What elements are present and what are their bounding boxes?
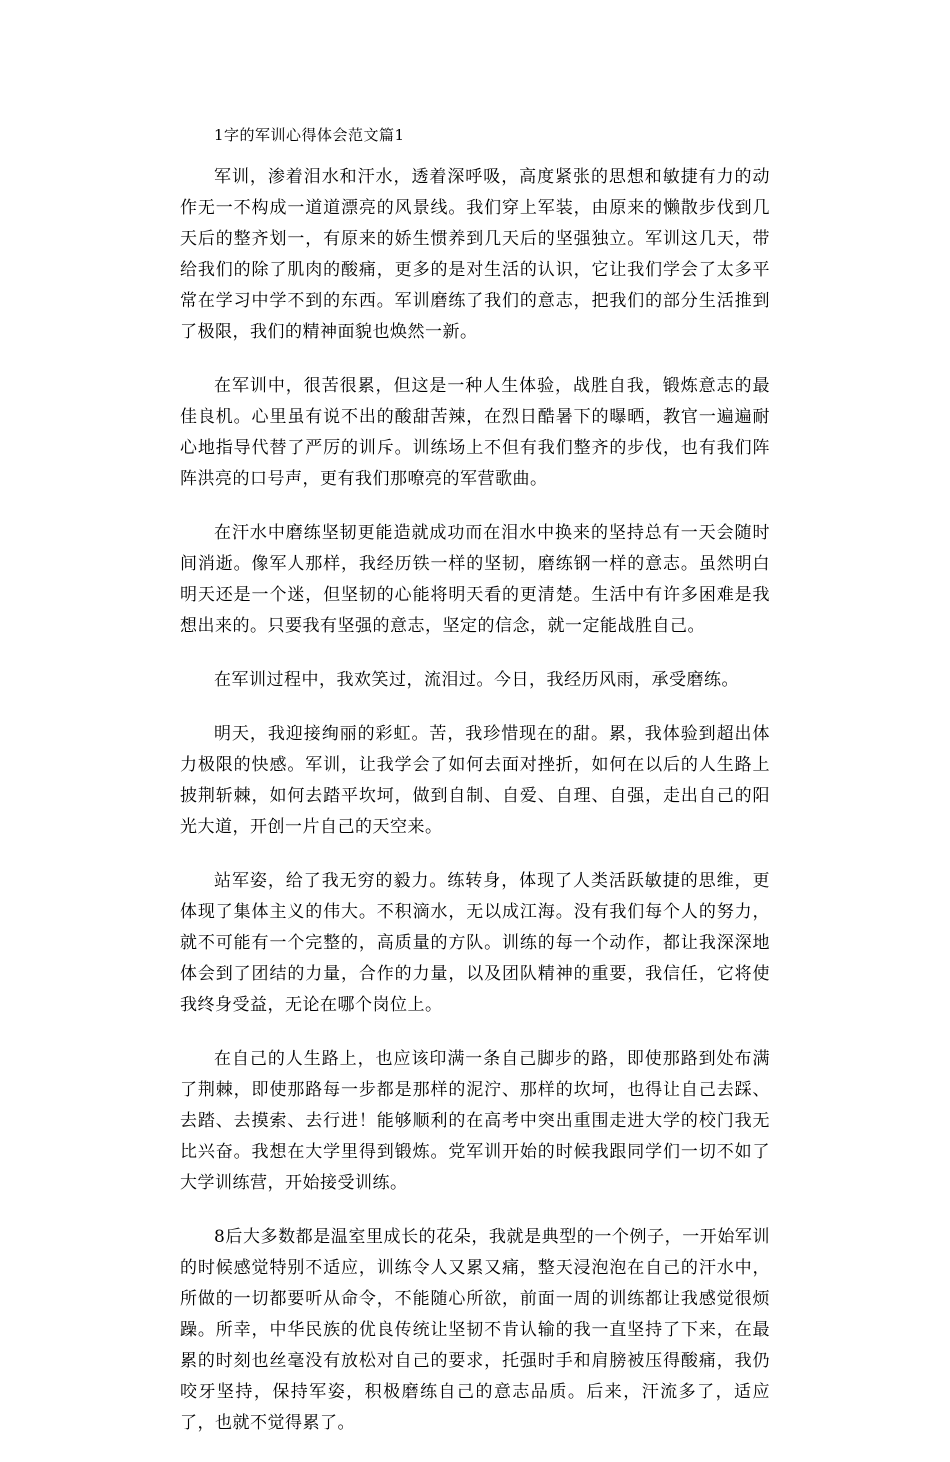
paragraph-4: 在军训过程中，我欢笑过，流泪过。今日，我经历风雨，承受磨练。 bbox=[214, 670, 739, 690]
paragraph-6: 站军姿，给了我无穷的毅力。练转身，体现了人类活跃敏捷的思维，更体现了集体主义的伟大。不积滴水，无以成江海。没有我们每个人的努力，就不可能有一个完整的，高质量的方队。训练的每一个动作，都让我深深地体会到了团结的力量，合作的力量，以及团队精神的重要，我信任，它将使我终身受益，无论在哪个岗位上。 bbox=[180, 871, 770, 1015]
paragraph-1: 军训，渗着泪水和汗水，透着深呼吸，高度紧张的思想和敏捷有力的动作无一不构成一道道漂亮的风景线。我们穿上军装，由原来的懒散步伐到几天后的整齐划一，有原来的娇生惯养到几天后的坚强独立。军训这几天，带给我们的除了肌肉的酸痛，更多的是对生活的认识，它让我们学会了太多平常在学习中学不到的东西。军训磨练了我们的意志，把我们的部分生活推到了极限，我们的精神面貌也焕然一新。 bbox=[180, 167, 770, 342]
paragraph-8: 8后大多数都是温室里成长的花朵，我就是典型的一个例子，一开始军训的时候感觉特别不适应，训练令人又累又痛，整天浸泡泡在自己的汗水中，所做的一切都要听从命令，不能随心所欲，前面一周的训练都让我感觉很烦躁。所幸，中华民族的优良传统让坚韧不肯认输的我一直坚持了下来，在最累的时刻也丝毫没有放松对自己的要求，托强时手和肩膀被压得酸痛，我仍咬牙坚持，保持军姿，积极磨练自己的意志品质。后来，汗流多了，适应了，也就不觉得累了。 bbox=[180, 1227, 770, 1433]
document-page bbox=[180, 124, 770, 1462]
paragraph-5: 明天，我迎接绚丽的彩虹。苦，我珍惜现在的甜。累，我体验到超出体力极限的快感。军训，让我学会了如何去面对挫折，如何在以后的人生路上披荆斩棘，如何去踏平坎坷，做到自制、自爱、自理、自强，走出自己的阳光大道，开创一片自己的天空来。 bbox=[180, 724, 770, 837]
paragraph-7: 在自己的人生路上，也应该印满一条自己脚步的路，即使那路到处布满了荆棘，即使那路每一步都是那样的泥泞、那样的坎坷，也得让自己去踩、去踏、去摸索、去行进！能够顺利的在高考中突出重围走进大学的校门我无比兴奋。我想在大学里得到锻炼。党军训开始的时候我跟同学们一切不如了大学训练营，开始接受训练。 bbox=[180, 1049, 770, 1193]
paragraph-3: 在汗水中磨练坚韧更能造就成功而在泪水中换来的坚持总有一天会随时间消逝。像军人那样，我经历铁一样的坚韧，磨练钢一样的意志。虽然明白明天还是一个迷，但坚韧的心能将明天看的更清楚。生活中有许多困难是我想出来的。只要我有坚强的意志，坚定的信念，就一定能战胜自己。 bbox=[180, 523, 770, 636]
document-title: 1字的军训心得体会范文篇1 bbox=[214, 126, 405, 144]
paragraph-2: 在军训中，很苦很累，但这是一种人生体验，战胜自我，锻炼意志的最佳良机。心里虽有说不出的酸甜苦辣，在烈日酷暑下的曝晒，教官一遍遍耐心地指导代替了严厉的训斥。训练场上不但有我们整齐的步伐，也有我们阵阵洪亮的口号声，更有我们那嘹亮的军营歌曲。 bbox=[180, 376, 770, 489]
